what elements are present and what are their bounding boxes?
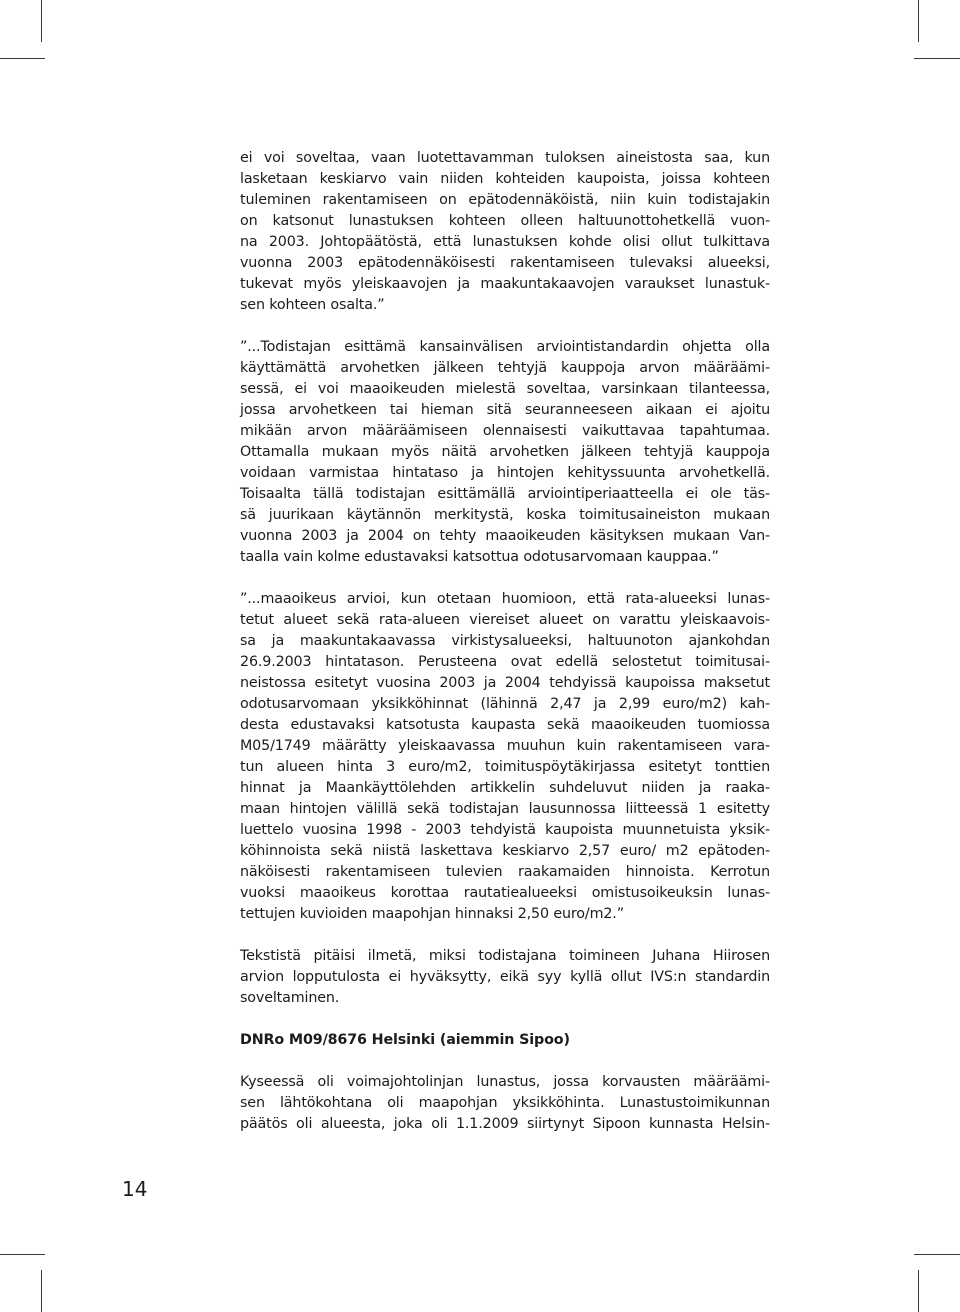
crop-mark-bottom-right-vertical [918, 1270, 919, 1312]
crop-mark-top-right-vertical [918, 0, 919, 42]
text-line: tukevat myös yleiskaavojen ja maakuntakaavojen varaukset lunastuk- [240, 276, 770, 292]
text-line: hinnat ja Maankäyttölehden artikkelin suhdeluvut niiden ja raaka- [240, 780, 770, 796]
text-line: tetut alueet sekä rata-alueen viereiset alueet on varattu yleiskaavois- [240, 612, 770, 628]
text-line: sä juurikaan käytännön merkitystä, koska toimitusaineiston mukaan [240, 507, 770, 523]
crop-mark-top-left-vertical [41, 0, 42, 42]
crop-mark-bottom-right-horizontal [914, 1254, 960, 1255]
paragraph-5 [240, 1072, 770, 1135]
text-line: neistossa esitetyt vuosina 2003 ja 2004 tehdyissä kaupoissa maksetut [240, 675, 770, 691]
crop-mark-bottom-left-vertical [41, 1270, 42, 1312]
text-line: ”...Todistajan esittämä kansainvälisen arviointistandardin ohjetta olla [240, 339, 770, 355]
text-line: vuonna 2003 epätodennäköisesti rakentamiseen tulevaksi alueeksi, [240, 255, 770, 271]
text-line: Toisaalta tällä todistajan esittämällä arviointiperiaatteella ei ole täs- [240, 486, 770, 502]
page-number: 14 [122, 1177, 148, 1201]
paragraph-1 [240, 148, 770, 316]
text-line: päätös oli alueesta, joka oli 1.1.2009 siirtynyt Sipoon kunnasta Helsin- [240, 1116, 770, 1132]
text-line: voidaan varmistaa hintataso ja hintojen kehityssuunta arvohetkellä. [240, 465, 770, 481]
text-line: maan hintojen välillä sekä todistajan lausunnossa liitteessä 1 esitetty [240, 801, 770, 817]
text-line: desta edustavaksi katsotusta kaupasta sekä maaoikeuden tuomiossa [240, 717, 770, 733]
text-line: 26.9.2003 hintatason. Perusteena ovat edellä selostetut toimitusai- [240, 654, 770, 670]
text-line: odotusarvomaan yksikköhinnat (lähinnä 2,47 ja 2,99 euro/m2) kah- [240, 696, 770, 712]
crop-mark-top-right-horizontal [914, 58, 945, 59]
text-line: taalla vain kolme edustavaksi katsottua odotusarvomaan kauppaa.” [240, 549, 719, 565]
text-line: arvion lopputulosta ei hyväksytty, eikä syy kyllä ollut IVS:n standardin [240, 969, 770, 985]
text-line: Tekstistä pitäisi ilmetä, miksi todistajana toimineen Juhana Hiirosen [240, 948, 770, 964]
paragraph-2 [240, 337, 770, 568]
text-line: tettujen kuvioiden maapohjan hinnaksi 2,50 euro/m2.” [240, 906, 624, 922]
crop-mark-top-left-horizontal-2 [14, 58, 45, 59]
text-line: sessä, ei voi maaoikeuden mielestä soveltaa, varsinkaan tilanteessa, [240, 381, 770, 397]
text-line: on katsonut lunastuksen kohteen olleen haltuunottohetkellä vuon- [240, 213, 770, 229]
text-line: ”...maaoikeus arvioi, kun otetaan huomioon, että rata-alueeksi lunas- [240, 591, 770, 607]
text-line: sa ja maakuntakaavassa virkistysalueeksi, haltuunoton ajankohdan [240, 633, 770, 649]
section-heading: DNRo M09/8676 Helsinki (aiemmin Sipoo) [240, 1032, 570, 1048]
text-line: lasketaan keskiarvo vain niiden kohteiden kaupoista, joissa kohteen [240, 171, 770, 187]
text-line: na 2003. Johtopäätöstä, että lunastuksen kohde olisi ollut tulkittava [240, 234, 770, 250]
text-line: sen lähtökohtana oli maapohjan yksikköhinta. Lunastustoimikunnan [240, 1095, 770, 1111]
text-line: käyttämättä arvohetken jälkeen tehtyjä kauppoja arvon määräämi- [240, 360, 770, 376]
text-line: Ottamalla mukaan myös näitä arvohetken jälkeen tehtyjä kauppoja [240, 444, 770, 460]
page-body [240, 148, 770, 1135]
text-line: ei voi soveltaa, vaan luotettavamman tuloksen aineistosta saa, kun [240, 150, 770, 166]
text-line: M05/1749 määrätty yleiskaavassa muuhun kuin rakentamiseen vara- [240, 738, 770, 754]
text-line: jossa arvohetkeen tai hieman sitä seuranneeseen aikaan ei ajoitu [240, 402, 770, 418]
text-line: mikään arvon määräämiseen olennaisesti vaikuttavaa tapahtumaa. [240, 423, 770, 439]
text-line: vuoksi maaoikeus korottaa rautatiealueeksi omistusoikeuksin lunas- [240, 885, 770, 901]
crop-mark-bottom-left-horizontal [0, 1254, 45, 1255]
paragraph-4 [240, 946, 770, 1009]
text-line: tuleminen rakentamiseen on epätodennäköistä, niin kuin todistajakin [240, 192, 770, 208]
text-line: soveltaminen. [240, 990, 340, 1006]
text-line: näköisesti rakentamiseen tulevien raakamaiden hinnoista. Kerrotun [240, 864, 770, 880]
paragraph-3 [240, 589, 770, 925]
text-line: tun alueen hinta 3 euro/m2, toimituspöytäkirjassa esitetyt tonttien [240, 759, 770, 775]
text-line: sen kohteen osalta.” [240, 297, 385, 313]
crop-mark-top-left-horizontal [0, 58, 14, 59]
crop-mark-top-right-horizontal-2 [945, 58, 960, 59]
text-line: luettelo vuosina 1998 - 2003 tehdyistä kaupoista muunnetuista yksik- [240, 822, 770, 838]
text-line: köhinnoista sekä niistä laskettava keskiarvo 2,57 euro/ m2 epätoden- [240, 843, 770, 859]
text-line: Kyseessä oli voimajohtolinjan lunastus, jossa korvausten määräämi- [240, 1074, 770, 1090]
text-line: vuonna 2003 ja 2004 on tehty maaoikeuden käsityksen mukaan Van- [240, 528, 770, 544]
